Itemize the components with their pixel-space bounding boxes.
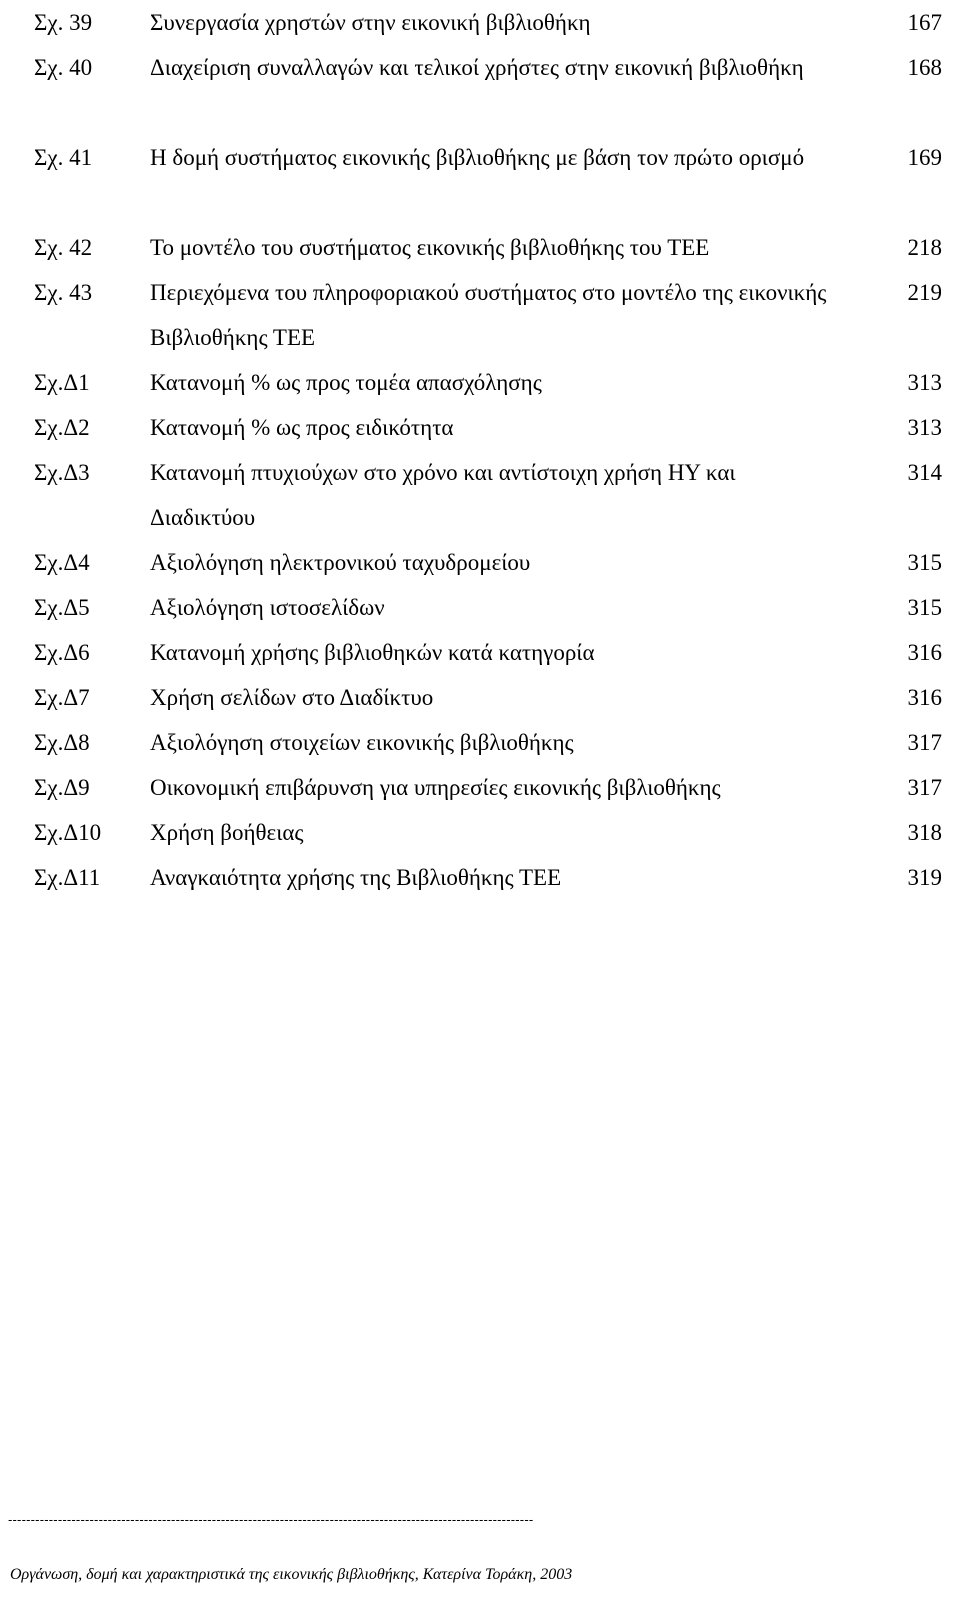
figure-entry [0,270,960,360]
figure-label: Σχ.Δ10 [34,820,102,845]
figure-page-number: 314 [907,460,942,485]
figure-title: Διαχείριση συναλλαγών και τελικοί χρήστες στην εικονική βιβλιοθήκη [150,55,804,80]
figure-entry [0,855,960,900]
figure-title: Χρήση βοήθειας [150,820,304,845]
figure-entry [0,225,960,270]
figure-page-number: 218 [907,235,942,260]
figure-label: Σχ.Δ4 [34,550,90,575]
figure-title: Αναγκαιότητα χρήσης της Βιβλιοθήκης ΤΕΕ [150,865,562,890]
figure-page-number: 317 [907,775,942,800]
figure-entry [0,45,960,135]
figure-title: Συνεργασία χρηστών στην εικονική βιβλιοθήκη [150,10,591,35]
figure-label: Σχ. 42 [34,235,93,260]
figure-page-number: 313 [907,415,942,440]
figure-entry [0,585,960,630]
figure-title: Χρήση σελίδων στο Διαδίκτυο [150,685,434,710]
figure-title: Κατανομή % ως προς ειδικότητα [150,415,454,440]
figure-page-number: 313 [907,370,942,395]
figure-title: Αξιολόγηση ιστοσελίδων [150,595,385,620]
figure-label: Σχ.Δ8 [34,730,90,755]
figure-page-number: 319 [907,865,942,890]
figure-label: Σχ.Δ11 [34,865,101,890]
figure-title: Το μοντέλο του συστήματος εικονικής βιβλιοθήκης του ΤΕΕ [150,235,710,260]
figure-page-number: 315 [907,595,942,620]
figure-entry [0,405,960,450]
figure-entry [0,540,960,585]
figure-entry [0,810,960,855]
figure-title: Οικονομική επιβάρυνση για υπηρεσίες εικονικής βιβλιοθήκης [150,775,721,800]
figure-title: Κατανομή πτυχιούχων στο χρόνο και αντίστοιχη χρήση ΗΥ και Διαδικτύου [150,460,736,530]
figure-page-number: 317 [907,730,942,755]
figure-entry [0,765,960,810]
figure-label: Σχ. 43 [34,280,93,305]
figure-page-number: 315 [907,550,942,575]
figure-label: Σχ.Δ6 [34,640,90,665]
footer-citation: Οργάνωση, δομή και χαρακτηριστικά της εικονικής βιβλιοθήκης, Κατερίνα Τοράκη, 2003 [10,1566,573,1583]
figure-title: Κατανομή χρήσης βιβλιοθηκών κατά κατηγορία [150,640,595,665]
figure-page-number: 316 [907,640,942,665]
figure-entry [0,360,960,405]
figure-label: Σχ.Δ3 [34,460,90,485]
figure-title: Περιεχόμενα του πληροφοριακού συστήματος στο μοντέλο της εικονικής Βιβλιοθήκης ΤΕΕ [150,280,827,350]
figure-page-number: 318 [907,820,942,845]
figure-entry [0,135,960,225]
figure-page-number: 219 [907,280,942,305]
figure-title: Αξιολόγηση ηλεκτρονικού ταχυδρομείου [150,550,531,575]
figure-label: Σχ.Δ7 [34,685,90,710]
figure-label: Σχ. 41 [34,145,93,170]
figure-page-number: 168 [907,55,942,80]
figure-label: Σχ.Δ9 [34,775,90,800]
figure-label: Σχ.Δ2 [34,415,90,440]
figure-page-number: 169 [907,145,942,170]
figure-title: Η δομή συστήματος εικονικής βιβλιοθήκης με βάση τον πρώτο ορισμό [150,145,805,170]
figure-entry [0,630,960,675]
figure-label: Σχ.Δ5 [34,595,90,620]
figure-entry [0,0,960,45]
figure-entry [0,450,960,540]
figure-page-number: 167 [907,10,942,35]
figure-label: Σχ. 40 [34,55,93,80]
footer-separator: -------------------------------------------------------------------------------------------------------------------- [8,1512,534,1527]
figure-title: Αξιολόγηση στοιχείων εικονικής βιβλιοθήκης [150,730,574,755]
figure-label: Σχ. 39 [34,10,93,35]
figure-page-number: 316 [907,685,942,710]
figure-label: Σχ.Δ1 [34,370,90,395]
figure-title: Κατανομή % ως προς τομέα απασχόλησης [150,370,542,395]
figure-entry [0,720,960,765]
figure-entry [0,675,960,720]
